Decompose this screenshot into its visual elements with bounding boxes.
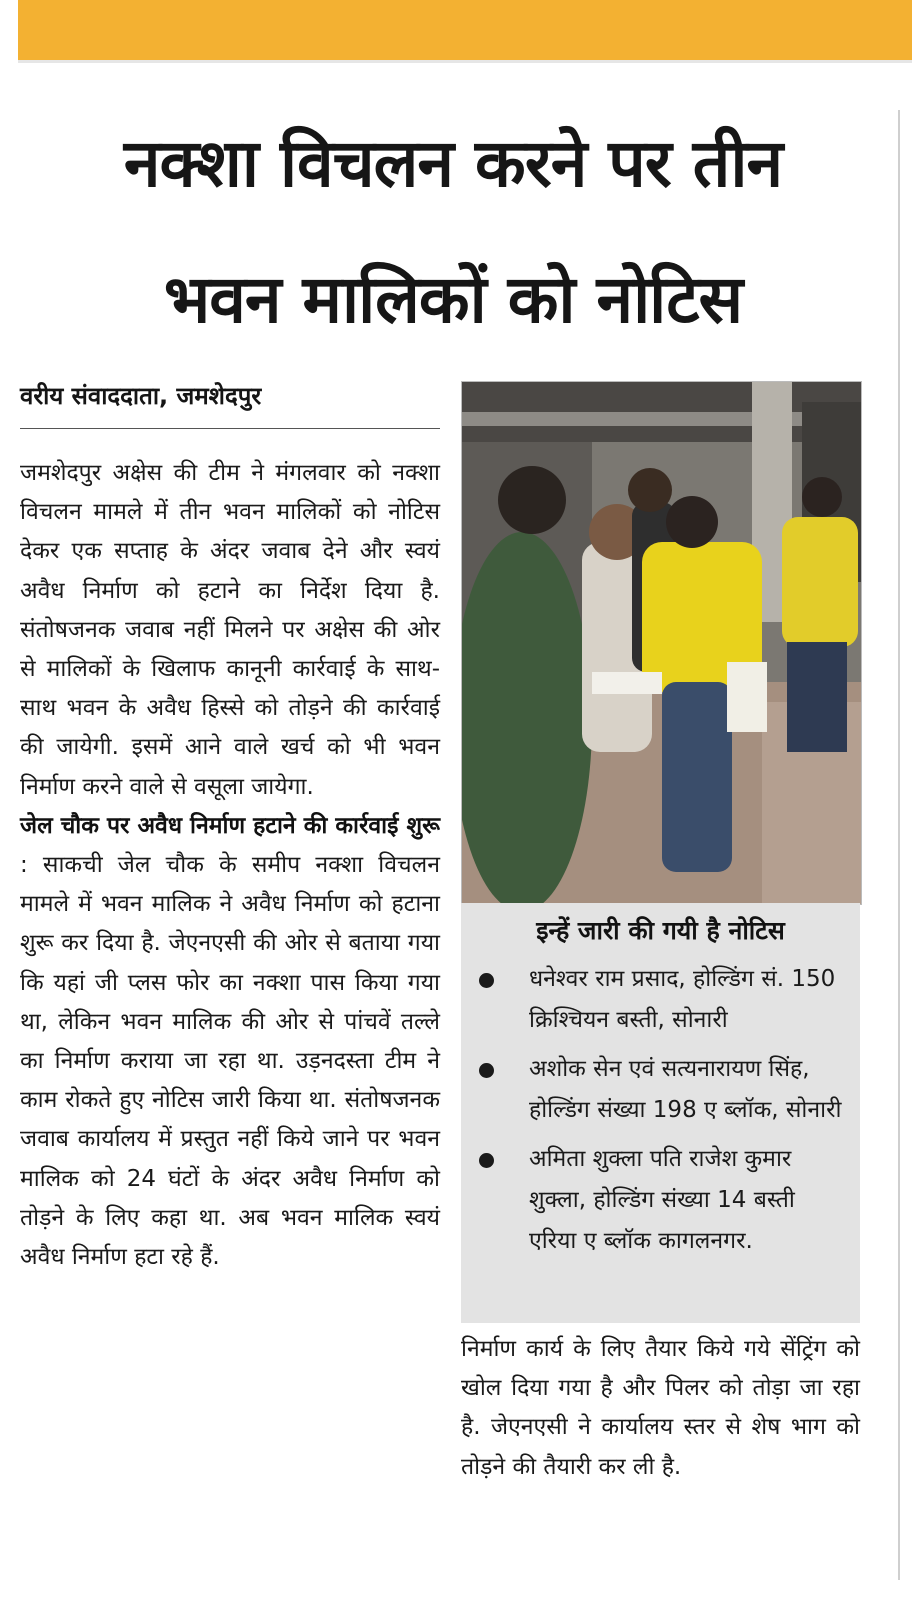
article-paragraph-2-text: : साकची जेल चौक के समीप नक्शा विचलन मामले में भवन मालिक ने अवैध निर्माण को हटाना शुरू कर दिया है. जेएनएसी की ओर से बताया गया कि यहां जी प्लस फोर का नक्शा पास किया गया था, लेकिन भवन मालिक की ओर से पांचवें तल्ले का निर्माण कराया जा रहा था. उड़नदस्ता टीम ने काम रोकते हुए नोटिस जारी किया था. संतोषजनक जवाब कार्यालय में प्रस्तुत नहीं किये जाने पर भवन मालिक को 24 घंटों के अंदर अवैध निर्माण को तोड़ने के लिए कहा था. अब भवन मालिक स्वयं अवैध निर्माण हटा रहे हैं. [20,852,440,1271]
notice-item-text: अशोक सेन एवं सत्यनारायण सिंह, होल्डिंग संख्या 198 ए ब्लॉक, सोनारी [529,1056,842,1123]
bullet-icon [479,973,494,988]
list-item [461,1049,860,1131]
article-paragraph-3: निर्माण कार्य के लिए तैयार किये गये सेंट्रिंग को खोल दिया गया है और पिलर को तोड़ा जा रहा है. जेएनएसी ने कार्यालय स्तर से शेष भाग को तोड़ने की तैयारी कर ली है. [461,1336,860,1480]
byline-divider [20,428,440,429]
headline-line-2: भवन मालिकों को नोटिस [163,261,743,338]
headline-line-1: नक्शा विचलन करने पर तीन [123,125,783,202]
notice-item-text: अमिता शुक्ला पति राजेश कुमार शुक्ला, होल्डिंग संख्या 14 बस्ती एरिया ए ब्लॉक कागलनगर. [529,1146,795,1254]
list-item [461,959,860,1041]
notice-list [461,959,860,1270]
top-band-divider [18,60,912,63]
column-rule-right [898,110,900,1580]
news-photo [461,381,862,905]
article-paragraph-2 [20,807,440,1277]
bullet-icon [479,1153,494,1168]
top-color-band [18,0,912,60]
bullet-icon [479,1063,494,1078]
article-column-right [461,1330,860,1487]
notice-item-text: धनेश्वर राम प्रसाद, होल्डिंग सं. 150 क्रिश्चियन बस्ती, सोनारी [529,966,836,1033]
notice-box [461,903,860,1323]
notice-box-title: इन्हें जारी की गयी है नोटिस [536,916,785,945]
article-paragraph-1: जमशेदपुर अक्षेस की टीम ने मंगलवार को नक्शा विचलन मामले में तीन भवन मालिकों को नोटिस देकर एक सप्ताह के अंदर जवाब देने और स्वयं अवैध निर्माण को हटाने का निर्देश दिया है. संतोषजनक जवाब नहीं मिलने पर अक्षेस की ओर से मालिकों के खिलाफ कानूनी कार्रवाई के साथ-साथ भवन के अवैध हिस्से को तोड़ने की कार्रवाई की जायेगी. इसमें आने वाले खर्च को भी भवन निर्माण करने वाले से वसूला जायेगा. [20,460,440,800]
article-column-left [20,454,440,1277]
list-item [461,1139,860,1262]
article-subhead: जेल चौक पर अवैध निर्माण हटाने की कार्रवाई शुरू [20,812,440,839]
byline: वरीय संवाददाता, जमशेदपुर [20,382,262,410]
headline [18,96,888,368]
